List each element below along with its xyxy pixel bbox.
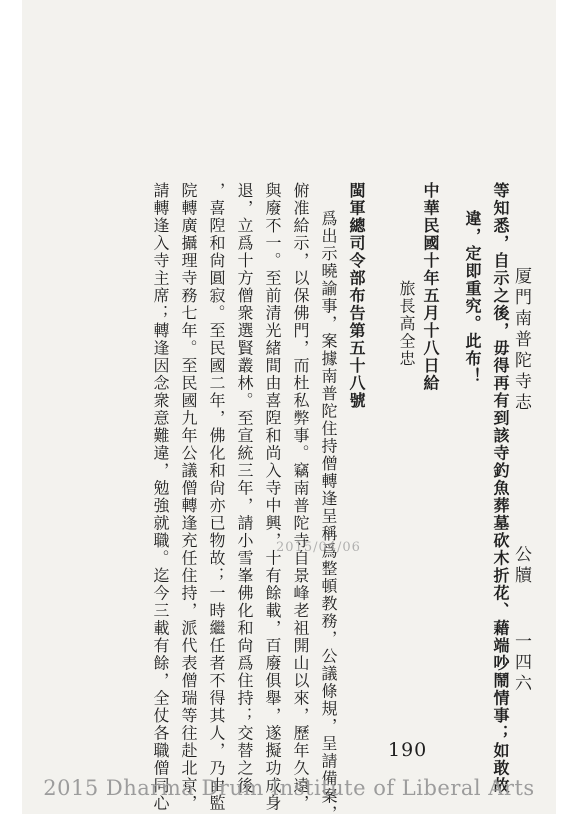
text-column-7: 俯准給示，以保佛門，而杜私弊事。竊南普陀寺自景峰老祖開山以來，歷年久遠，	[291, 182, 310, 812]
scan-date-stamp: 2015/04/06	[276, 540, 361, 555]
text-column-12: 請轉逢入寺主席；轉逢因念衆意難違，勉強就職。迄今三載有餘，全仗各職僧同心	[151, 182, 170, 812]
text-column-6: 爲出示曉諭事，案據南普陀住持僧轉逢呈稱爲整頓教務，公議條規，呈請備案，	[319, 210, 338, 823]
page-number: 190	[388, 739, 428, 761]
text-column-10: ，喜隉和尙圓寂。至民國二年，佛化和尙亦已物故；一時繼任者不得其人，乃由監	[207, 182, 226, 812]
text-column-1: 等知悉，自示之後，毋得再有到該寺釣魚葬墓砍木折花、藉端吵鬧情事；如敢故	[491, 182, 510, 795]
watermark: 2015 Dharma Drum Institute of Liberal Arts	[43, 776, 535, 800]
text-column-11: 院轉廣攝理寺務七年。至民國九年公議僧轉逢充任住持，派代表僧瑞等往赴北京，	[179, 182, 198, 812]
notice-heading: 閩軍總司令部布告第五十八號	[347, 182, 366, 410]
date-line: 中華民國十年五月十八日給	[421, 182, 440, 392]
text-column-2: 違，定即重究。此布！	[463, 210, 482, 385]
signature: 旅長高全忠	[397, 280, 416, 368]
text-column-8: 與廢不一。至前清光緒間由喜隉和尚入寺中興，十有餘載，百廢俱舉，遂擬功成身	[263, 182, 282, 812]
text-column-9: 退，立爲十方僧衆選賢叢林。至宣統三年，請小雪峯佛化和尙爲住持；交替之後	[235, 182, 254, 795]
section-title: 公牘	[511, 545, 531, 587]
book-page	[22, 0, 556, 823]
chinese-page-number: 一四六	[511, 632, 531, 695]
running-title: 厦門南普陀寺志	[511, 267, 531, 414]
